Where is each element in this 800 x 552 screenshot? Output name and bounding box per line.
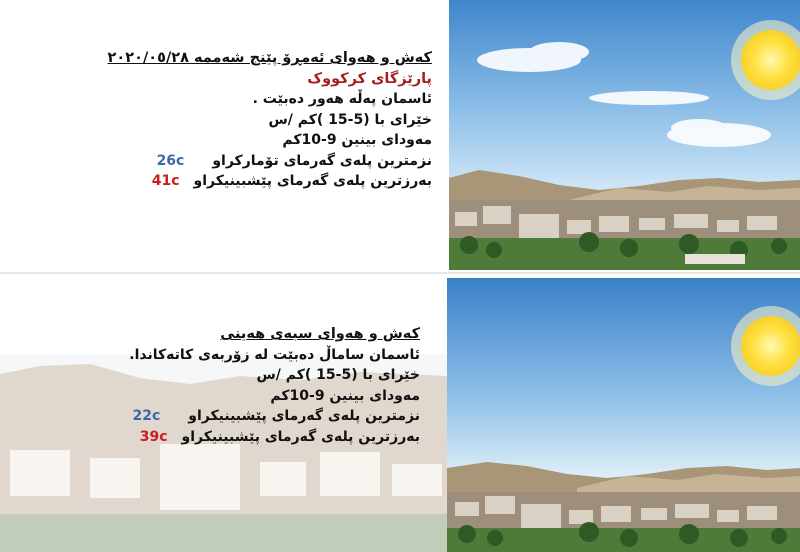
today-visibility: مەودای بینین 9-10کم xyxy=(282,132,432,148)
city-photo-tomorrow xyxy=(447,278,800,552)
tomorrow-max-row xyxy=(80,427,420,448)
tomorrow-max-value: 39c xyxy=(139,428,168,445)
tomorrow-wind: خێرای با (5-15 )کم /س xyxy=(256,367,420,383)
today-max-value: 41c xyxy=(151,173,180,189)
tomorrow-title: کەش و هەوای سبەی هەینی xyxy=(220,326,420,342)
today-sky: ئاسمان پەڵە هەور دەبێت . xyxy=(252,91,432,107)
today-max-label: بەرزترین پلەی گەرمای پێشبینیکراو xyxy=(193,173,432,189)
tomorrow-max-label: بەرزترین پلەی گەرمای پێشبینیکراو xyxy=(181,428,420,445)
today-min-row xyxy=(92,151,432,172)
city-photo-today xyxy=(449,0,800,270)
tomorrow-sky: ئاسمان ساماڵ دەبێت لە زۆربەی کاتەکاندا. xyxy=(129,346,420,363)
tomorrow-min-value: 22c xyxy=(132,408,161,424)
today-min-value: 26c xyxy=(156,152,185,169)
province-name: پارێزگای کرکووک xyxy=(307,70,432,87)
sun-icon-tomorrow xyxy=(741,316,800,376)
today-min-label: نزمترین پلەی گەرمای تۆمارکراو xyxy=(212,152,432,169)
sun-icon xyxy=(741,30,800,90)
tomorrow-forecast-text xyxy=(80,324,420,447)
tomorrow-min-label: نزمترین پلەی گەرمای پێشبینیکراو xyxy=(188,408,420,424)
today-wind: خێرای با (5-15 )کم /س xyxy=(268,111,432,128)
tomorrow-forecast-slide xyxy=(0,272,800,552)
today-forecast-slide xyxy=(0,0,800,272)
tomorrow-visibility: مەودای بینین 9-10کم xyxy=(270,387,420,404)
tomorrow-min-row xyxy=(80,406,420,427)
today-max-row xyxy=(92,171,432,192)
today-title: کەش و هەوای ئەمڕۆ پێنج شەممە ٢٠٢٠/٠٥/٢٨ xyxy=(107,50,432,66)
today-forecast-text xyxy=(92,48,432,192)
